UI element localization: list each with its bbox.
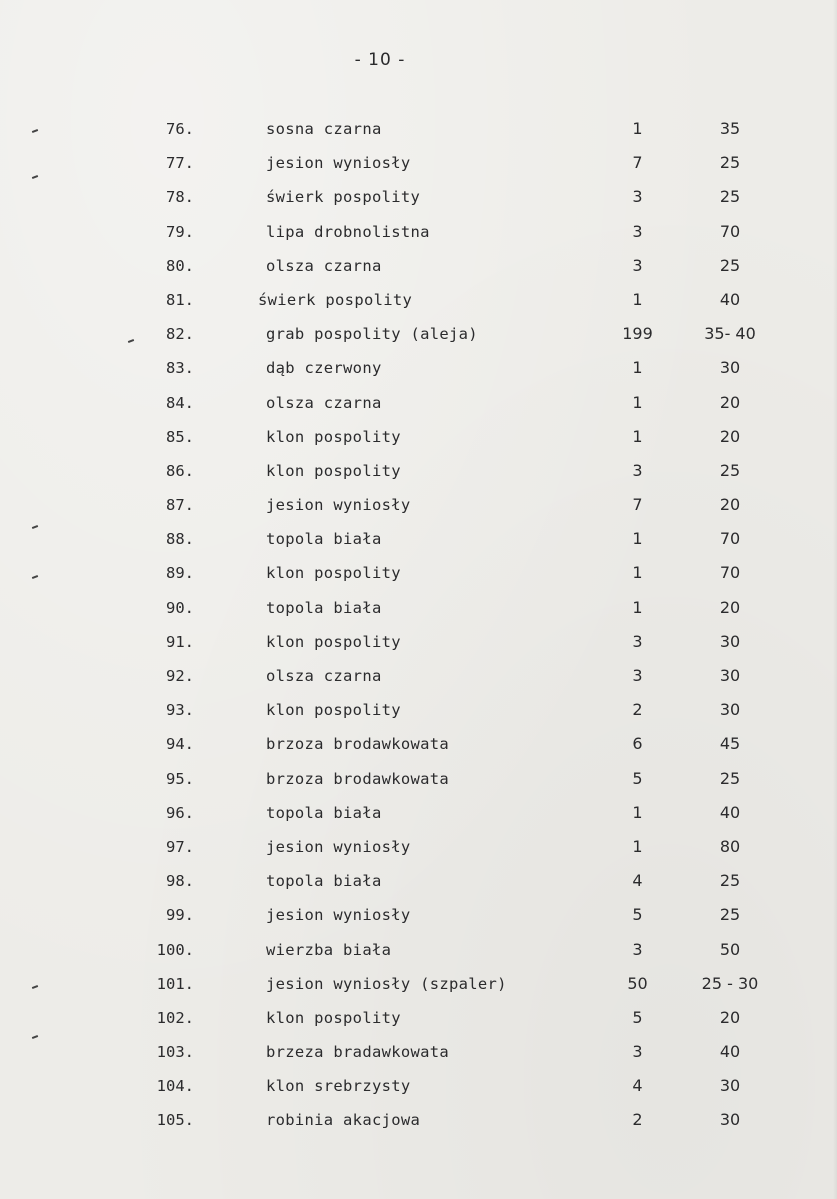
list-item (0, 286, 837, 320)
tree-size: 20 (719, 392, 741, 412)
tree-size: 30 (719, 631, 741, 651)
row-number: 85. (166, 427, 194, 446)
species-name: olsza czarna (266, 667, 382, 685)
row-number: 104. (156, 1077, 194, 1096)
tree-size: 25 (719, 255, 741, 275)
species-name: klon pospolity (266, 1008, 401, 1027)
row-number: 84. (166, 393, 194, 412)
tree-size: 25 (719, 153, 741, 173)
list-item (0, 1038, 837, 1072)
list-item (0, 662, 837, 696)
list-item (0, 936, 837, 970)
tree-count: 199 (622, 324, 653, 344)
list-item (0, 218, 837, 252)
species-name: sosna czarna (266, 120, 382, 138)
row-number: 92. (166, 667, 194, 685)
tree-count: 7 (632, 153, 643, 173)
species-name: topola biała (266, 530, 382, 549)
tree-count: 5 (632, 768, 643, 788)
tree-count: 1 (632, 802, 643, 822)
tree-size: 50 (719, 939, 741, 959)
list-item (0, 799, 837, 833)
row-number: 78. (166, 188, 194, 207)
tree-size: 40 (719, 802, 741, 822)
tree-size: 45 (719, 734, 741, 754)
species-name: brzoza brodawkowata (266, 735, 450, 754)
tree-size: 70 (719, 563, 741, 583)
tree-count: 7 (632, 495, 643, 515)
species-name: świerk pospolity (266, 188, 421, 207)
row-number: 88. (166, 530, 194, 549)
tree-size: 35- 40 (704, 324, 756, 344)
tree-count: 1 (632, 289, 643, 309)
tree-count: 1 (632, 426, 643, 446)
tree-size: 30 (719, 700, 741, 720)
list-item (0, 252, 837, 286)
tree-size: 25 (719, 460, 741, 480)
species-name: jesion wyniosły (szpaler) (266, 974, 507, 993)
tree-size: 40 (719, 1042, 741, 1062)
tree-size: 20 (719, 426, 741, 446)
species-name: brzeza bradawkowata (266, 1043, 450, 1062)
tree-size: 80 (719, 836, 741, 856)
species-name: topola biała (266, 872, 382, 891)
page-number: - 10 - (354, 50, 406, 70)
list-item (0, 183, 837, 217)
row-number: 100. (156, 940, 194, 959)
species-name: brzoza brodawkowata (266, 769, 450, 788)
tree-size: 20 (719, 495, 741, 515)
list-item (0, 457, 837, 491)
tree-count: 1 (632, 597, 643, 617)
list-item (0, 525, 837, 559)
tree-count: 3 (632, 187, 643, 207)
row-number: 101. (156, 974, 194, 993)
row-number: 91. (166, 632, 194, 651)
species-name: jesion wyniosły (266, 496, 411, 515)
species-name: świerk pospolity (258, 290, 413, 309)
list-item (0, 559, 837, 593)
list-item (0, 730, 837, 764)
row-number: 93. (166, 701, 194, 720)
tree-count: 1 (632, 529, 643, 549)
species-name: klon pospolity (266, 632, 401, 651)
species-name: klon pospolity (266, 701, 401, 720)
list-item (0, 1106, 837, 1140)
tree-size: 35 (719, 119, 741, 138)
tree-count: 6 (632, 734, 643, 754)
tree-size: 25 (719, 905, 741, 925)
species-name: grab pospolity (aleja) (266, 325, 478, 344)
list-item (0, 594, 837, 628)
species-name: klon pospolity (266, 564, 401, 583)
tree-count: 1 (632, 563, 643, 583)
tree-size: 70 (719, 529, 741, 549)
tree-count: 3 (632, 631, 643, 651)
tree-size: 30 (719, 1110, 741, 1130)
tree-size: 20 (719, 597, 741, 617)
tree-count: 3 (632, 221, 643, 241)
list-item (0, 765, 837, 799)
page-edge-shadow (833, 0, 837, 1199)
tree-count: 1 (632, 836, 643, 856)
tree-count: 3 (632, 460, 643, 480)
row-number: 76. (166, 120, 194, 138)
tree-count: 2 (632, 1110, 643, 1130)
tree-count: 3 (632, 939, 643, 959)
row-number: 102. (156, 1008, 194, 1027)
tree-count: 4 (632, 871, 643, 891)
row-number: 81. (166, 290, 194, 309)
species-name: jesion wyniosły (266, 837, 411, 856)
list-item (0, 628, 837, 662)
species-name: klon pospolity (266, 461, 401, 480)
tree-size: 30 (719, 358, 741, 378)
list-item (0, 149, 837, 183)
list-item (0, 970, 837, 1004)
row-number: 89. (166, 564, 194, 583)
species-name: jesion wyniosły (266, 154, 411, 173)
tree-count: 3 (632, 1042, 643, 1062)
list-item (0, 423, 837, 457)
tree-size: 25 - 30 (701, 973, 759, 993)
species-name: robinia akacjowa (266, 1111, 421, 1130)
row-number: 98. (166, 872, 194, 891)
list-item (0, 491, 837, 525)
row-number: 83. (166, 359, 194, 378)
tree-list (0, 115, 837, 1141)
tree-count: 2 (632, 700, 643, 720)
species-name: olsza czarna (266, 256, 382, 275)
species-name: olsza czarna (266, 393, 382, 412)
species-name: lipa drobnolistna (266, 222, 430, 241)
tree-count: 5 (632, 1007, 643, 1027)
tree-size: 30 (719, 1076, 741, 1096)
list-item (0, 354, 837, 388)
tree-count: 1 (632, 392, 643, 412)
list-item (0, 696, 837, 730)
row-number: 90. (166, 598, 194, 617)
tree-size: 30 (719, 666, 741, 685)
tree-size: 70 (719, 221, 741, 241)
species-name: wierzba biała (266, 940, 392, 959)
list-item (0, 115, 837, 149)
list-item (0, 389, 837, 423)
row-number: 94. (166, 735, 194, 754)
tree-count: 50 (627, 973, 648, 993)
row-number: 96. (166, 803, 194, 822)
species-name: topola biała (266, 598, 382, 617)
species-name: topola biała (266, 803, 382, 822)
row-number: 80. (166, 256, 194, 275)
row-number: 99. (166, 906, 194, 925)
species-name: jesion wyniosły (266, 906, 411, 925)
tree-size: 40 (719, 289, 741, 309)
tree-count: 3 (632, 255, 643, 275)
species-name: dąb czerwony (266, 359, 382, 378)
list-item (0, 833, 837, 867)
tree-size: 25 (719, 768, 741, 788)
tree-count: 3 (632, 666, 643, 685)
tree-count: 1 (632, 358, 643, 378)
list-item (0, 1004, 837, 1038)
species-name: klon srebrzysty (266, 1077, 411, 1096)
row-number: 77. (166, 154, 194, 173)
row-number: 82. (166, 325, 194, 344)
list-item (0, 320, 837, 354)
tree-size: 20 (719, 1007, 741, 1027)
row-number: 79. (166, 222, 194, 241)
row-number: 103. (156, 1043, 194, 1062)
species-name: klon pospolity (266, 427, 401, 446)
row-number: 95. (166, 769, 194, 788)
list-item (0, 867, 837, 901)
tree-count: 4 (632, 1076, 643, 1096)
list-item (0, 901, 837, 935)
list-item (0, 1072, 837, 1106)
tree-size: 25 (719, 871, 741, 891)
row-number: 87. (166, 496, 194, 515)
tree-count: 5 (632, 905, 643, 925)
tree-count: 1 (632, 119, 643, 138)
tree-size: 25 (719, 187, 741, 207)
row-number: 97. (166, 837, 194, 856)
row-number: 86. (166, 461, 194, 480)
row-number: 105. (156, 1111, 194, 1130)
